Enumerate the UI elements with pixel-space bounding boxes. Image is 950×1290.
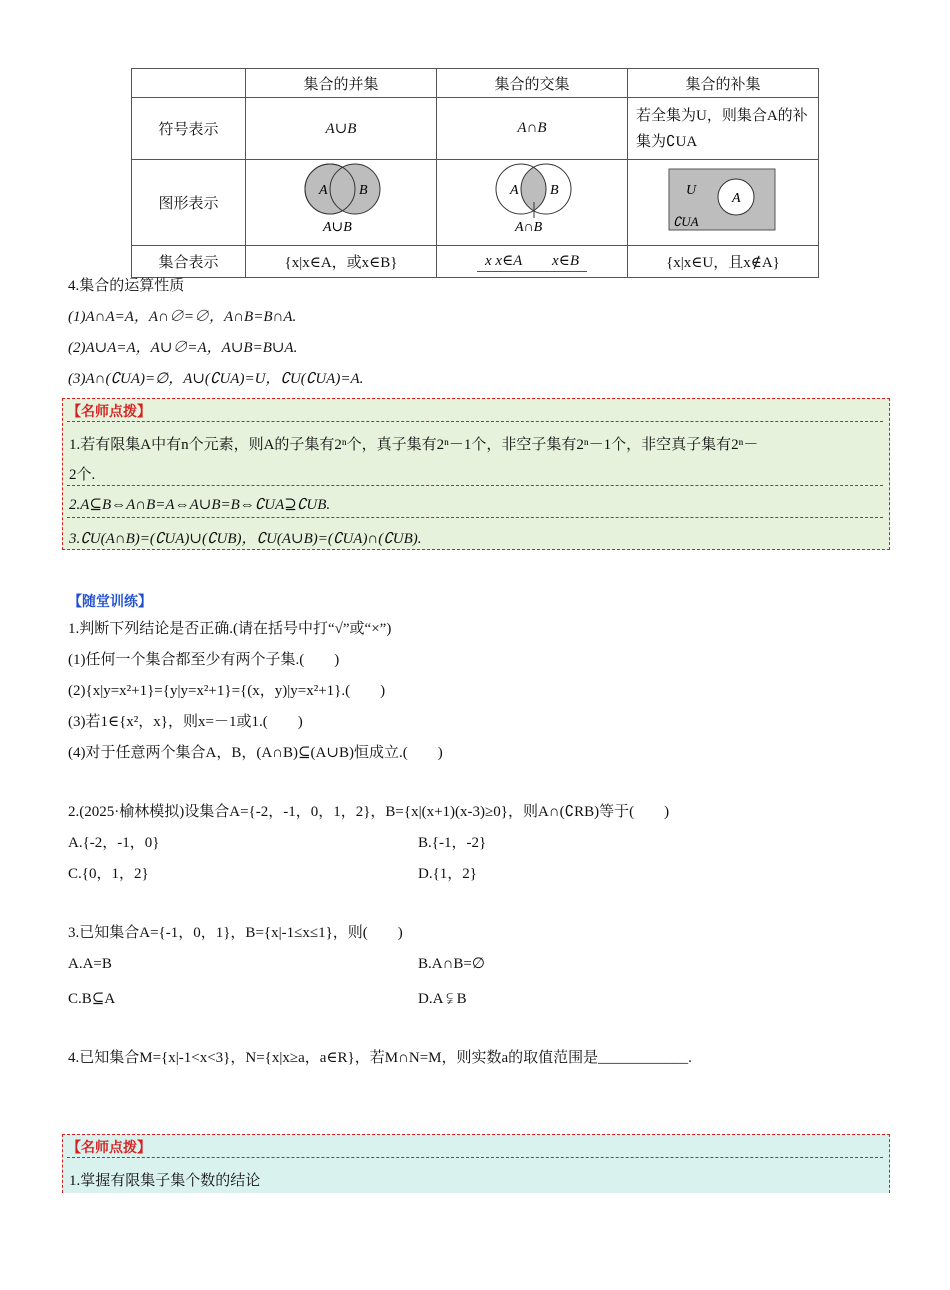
- teacher-tip-title: 【名师点拨】: [67, 404, 151, 420]
- table-header-empty: [132, 69, 246, 98]
- q3-option-b[interactable]: B.A∩B=∅: [418, 956, 485, 972]
- intersection-label-a: A: [510, 183, 519, 198]
- intersection-label-b: B: [550, 183, 559, 198]
- q3-option-c[interactable]: C.B⊆A: [68, 991, 116, 1007]
- q3-option-a[interactable]: A.A=B: [68, 956, 112, 972]
- union-label-a: A: [319, 183, 328, 198]
- figure-complement-cell: [628, 160, 819, 246]
- teacher-tip-title-2: 【名师点拨】: [67, 1140, 151, 1156]
- set-union: {x|x∈A，或x∈B}: [246, 246, 437, 278]
- tip-divider: [67, 421, 883, 422]
- q2-option-c[interactable]: C.{0，1，2}: [68, 866, 149, 882]
- q1-item: (4)对于任意两个集合A，B，(A∩B)⊆(A∪B)恒成立.( ): [68, 745, 443, 761]
- set-intersection-cell: [437, 246, 628, 278]
- set-row-label: 集合表示: [132, 246, 246, 278]
- table-header-complement: 集合的补集: [628, 69, 819, 98]
- tip-divider: [67, 1157, 883, 1158]
- symbol-complement: 若全集为U，则集合A的补集为∁UA: [628, 98, 819, 160]
- q1-item: (3)若1∈{x²，x}，则x=－1或1.( ): [68, 714, 303, 730]
- tip-line-2: 2.A⊆B⇔A∩B=A⇔A∪B=B⇔∁UA⊇∁UB.: [69, 497, 331, 513]
- set-intersection: x x∈A x∈B: [477, 251, 587, 272]
- tip-line-1b: 2个.: [69, 467, 96, 483]
- tip-divider: [67, 517, 883, 518]
- complement-venn-diagram: [628, 160, 818, 240]
- symbol-row-label: 符号表示: [132, 98, 246, 160]
- properties-title: 4.集合的运算性质: [68, 278, 185, 294]
- figure-union-cell: [246, 160, 437, 246]
- union-caption: A∪B: [323, 220, 352, 235]
- universe-label: U: [686, 183, 697, 198]
- table-header-intersection: 集合的交集: [437, 69, 628, 98]
- set-operations-table: [131, 68, 819, 278]
- property-item: (3)A∩(∁UA)=∅，A∪(∁UA)=U，∁U(∁UA)=A.: [68, 371, 364, 387]
- figure-row-label: 图形表示: [132, 160, 246, 246]
- tip-line-3: 3.∁U(A∩B)=(∁UA)∪(∁UB)，∁U(A∪B)=(∁UA)∩(∁UB).: [69, 531, 422, 547]
- tip-line-1a: 1.若有限集A中有n个元素，则A的子集有2ⁿ个，真子集有2ⁿ－1个，非空子集有2ⁿ－1个，非空真子集有2ⁿ－: [69, 437, 759, 453]
- property-item: (2)A∪A=A，A∪∅=A，A∪B=B∪A.: [68, 340, 298, 356]
- q1-item: (1)任何一个集合都至少有两个子集.( ): [68, 652, 340, 668]
- q4-stem: 4.已知集合M={x|-1<x<3}，N={x|x≥a，a∈R}，若M∩N=M，则实数a的取值范围是____________.: [68, 1050, 692, 1066]
- symbol-union: A∪B: [246, 98, 437, 160]
- intersection-venn-diagram: [437, 160, 627, 240]
- complement-caption: ∁UA: [673, 214, 699, 229]
- tip2-line-1: 1.掌握有限集子集个数的结论: [69, 1173, 261, 1189]
- union-label-b: B: [359, 183, 368, 198]
- teacher-tip-box: [62, 398, 890, 550]
- q2-option-d[interactable]: D.{1，2}: [418, 866, 477, 882]
- tip-divider: [67, 485, 883, 486]
- set-complement: {x|x∈U，且x∉A}: [628, 246, 819, 278]
- q3-option-d[interactable]: D.A ⫋ B: [418, 991, 467, 1007]
- q3-stem: 3.已知集合A={-1，0，1}，B={x|-1≤x≤1}，则( ): [68, 925, 403, 941]
- q1-item: (2){x|y=x²+1}={y|y=x²+1}={(x，y)|y=x²+1}.( ): [68, 683, 386, 699]
- property-item: (1)A∩A=A，A∩∅=∅，A∩B=B∩A.: [68, 309, 297, 325]
- table-header-union: 集合的并集: [246, 69, 437, 98]
- practice-title: 【随堂训练】: [68, 594, 152, 610]
- q2-option-b[interactable]: B.{-1，-2}: [418, 835, 487, 851]
- teacher-tip-box-2: [62, 1134, 890, 1193]
- intersection-caption: A∩B: [515, 220, 543, 235]
- q2-stem: 2.(2025·榆林模拟)设集合A={-2，-1，0，1，2}，B={x|(x+1)(x-3)≥0}，则A∩(∁RB)等于( ): [68, 804, 670, 820]
- union-venn-diagram: [246, 160, 436, 240]
- q2-option-a[interactable]: A.{-2，-1，0}: [68, 835, 160, 851]
- figure-intersection-cell: [437, 160, 628, 246]
- symbol-intersection: A∩B: [437, 98, 628, 160]
- complement-label-a: A: [732, 191, 741, 206]
- q1-stem: 1.判断下列结论是否正确.(请在括号中打“√”或“×”): [68, 621, 392, 637]
